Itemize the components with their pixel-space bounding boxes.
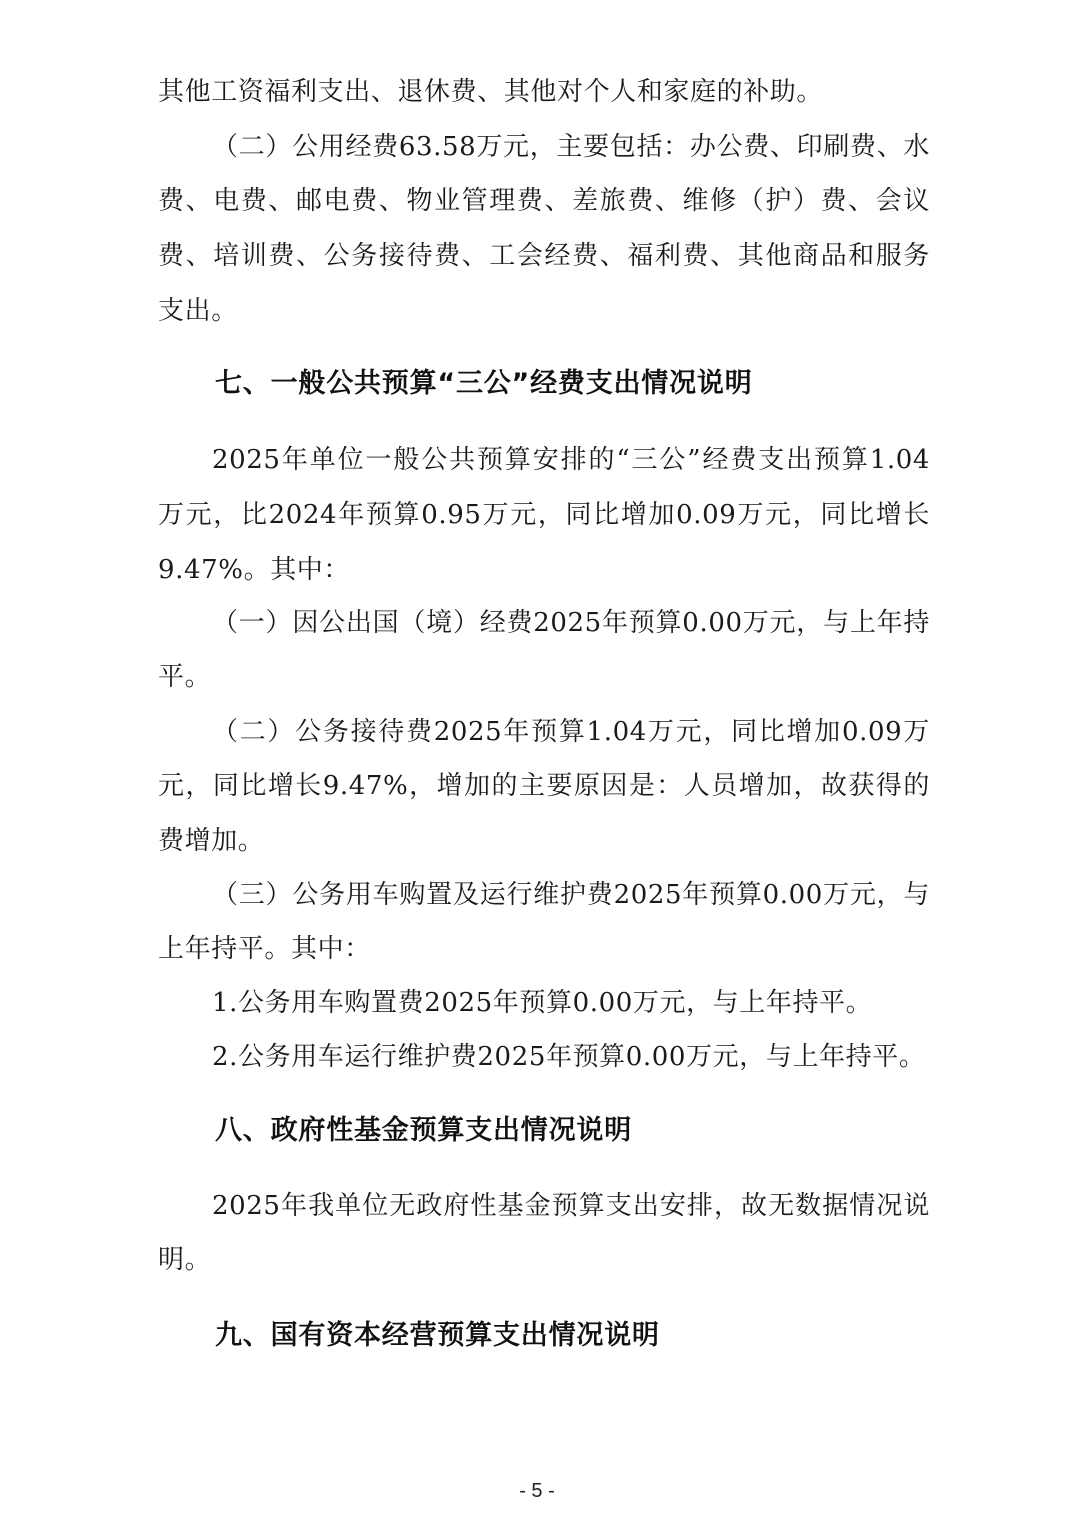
section-7-heading: 七、一般公共预算“三公”经费支出情况说明 — [215, 368, 753, 399]
travel-abroad-line: 平。 — [158, 662, 212, 692]
public-funds-line: 费、培训费、公务接待费、工会经费、福利费、其他商品和服务 — [158, 241, 930, 271]
paragraph-line: 其他工资福利支出、退休费、其他对个人和家庭的补助。 — [158, 77, 824, 107]
reception-fee-line: （二）公务接待费2025年预算1.04万元，同比增加0.09万 — [212, 717, 930, 747]
vehicle-operation-line: 2.公务用车运行维护费2025年预算0.00万元，与上年持平。 — [212, 1042, 926, 1072]
travel-abroad-line: （一）因公出国（境）经费2025年预算0.00万元，与上年持 — [212, 608, 930, 638]
public-funds-line: （二）公用经费63.58万元，主要包括：办公费、印刷费、水 — [212, 132, 930, 162]
section-8-heading: 八、政府性基金预算支出情况说明 — [215, 1115, 632, 1146]
reception-fee-line: 费增加。 — [158, 826, 265, 856]
public-funds-line: 费、电费、邮电费、物业管理费、差旅费、维修（护）费、会议 — [158, 186, 930, 216]
page-number: - 5 - — [519, 1480, 555, 1502]
section-8-line: 2025年我单位无政府性基金预算支出安排，故无数据情况说 — [212, 1191, 930, 1221]
section-8-line: 明。 — [158, 1245, 212, 1275]
section-7-intro-line: 9.47%。其中： — [158, 555, 350, 585]
public-funds-line: 支出。 — [158, 296, 238, 326]
vehicle-purchase-line: 1.公务用车购置费2025年预算0.00万元，与上年持平。 — [212, 988, 873, 1018]
vehicle-fee-line: 上年持平。其中： — [158, 934, 371, 964]
section-7-intro-line: 万元，比2024年预算0.95万元，同比增加0.09万元，同比增长 — [158, 500, 930, 530]
section-7-intro-line: 2025年单位一般公共预算安排的“三公”经费支出预算1.04 — [212, 445, 930, 475]
vehicle-fee-line: （三）公务用车购置及运行维护费2025年预算0.00万元，与 — [212, 880, 930, 910]
reception-fee-line: 元，同比增长9.47%，增加的主要原因是：人员增加，故获得的 — [158, 771, 930, 801]
section-9-heading: 九、国有资本经营预算支出情况说明 — [215, 1320, 660, 1351]
